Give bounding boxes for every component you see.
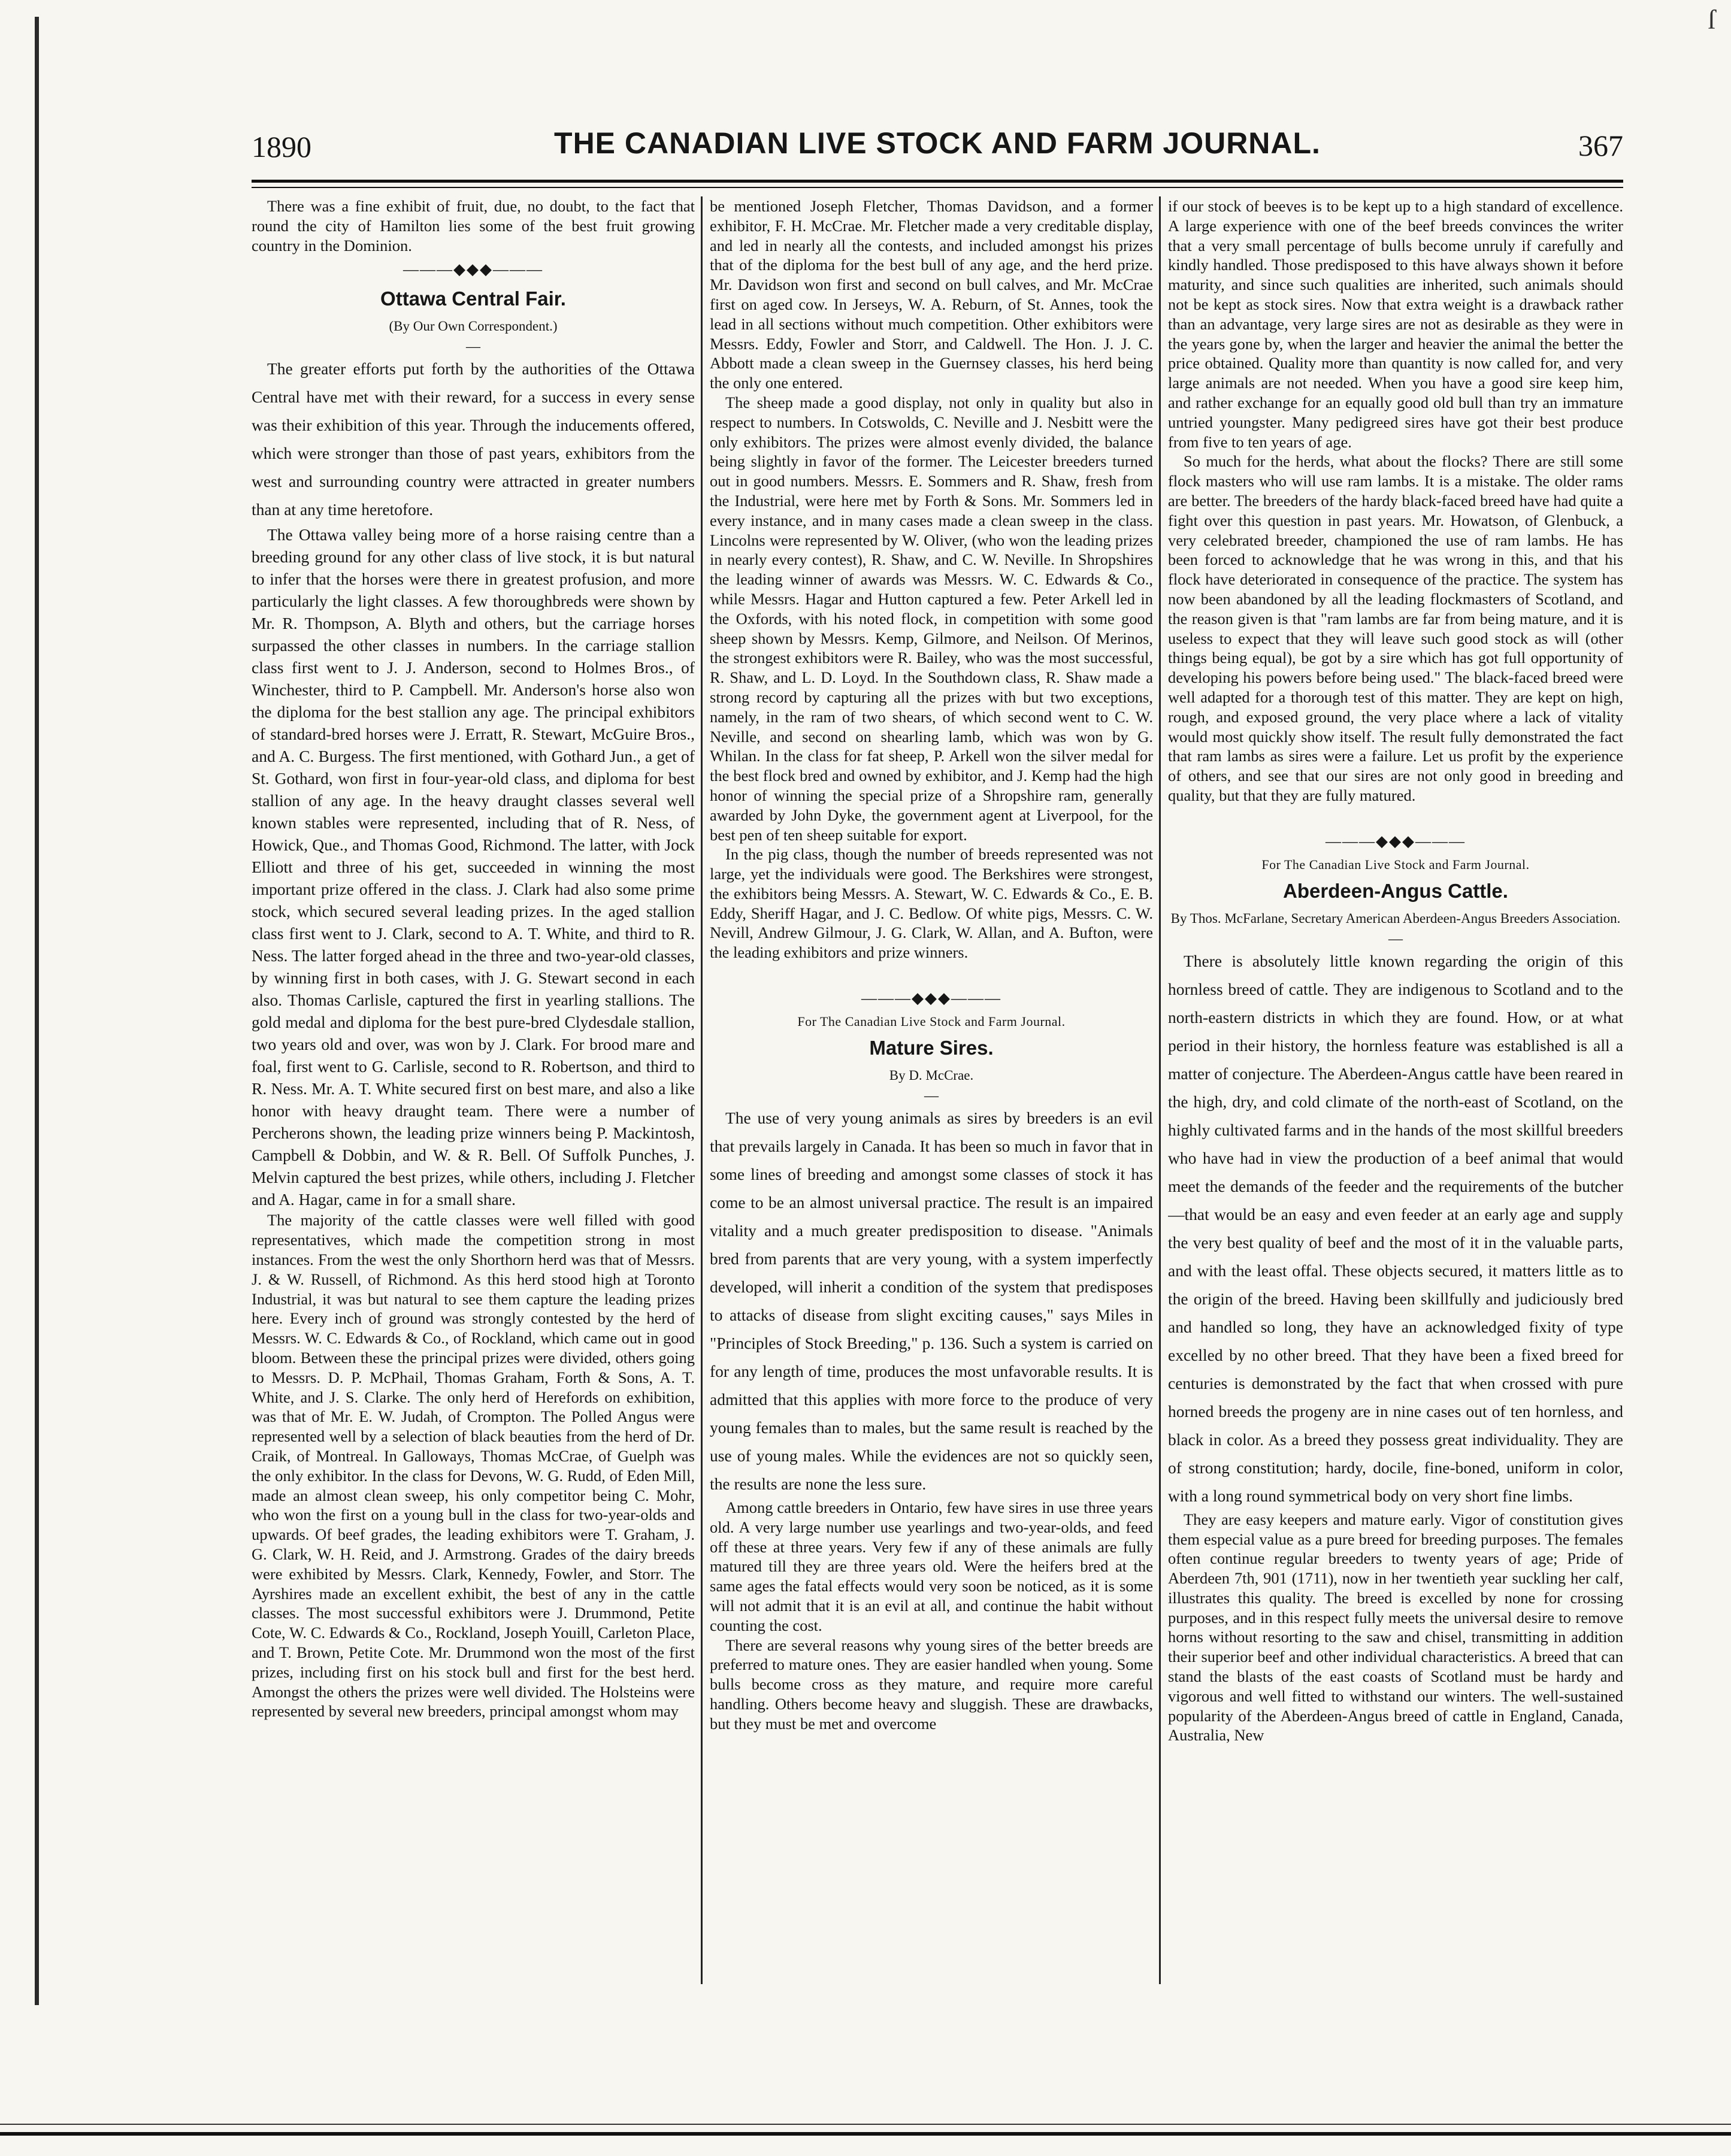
- aberdeen-paragraph-2: They are easy keepers and mature early. Vigor of constitution gives them especial value as a pure breed for breeding purposes. The females often continue regular breeders to twenty years of age; Pride of Aberdeen 7th, 901 (1711), now in her twentieth year suckling her calf, illustrates this quality. The breed is excelled by none for crossing purposes, and in this respect fully meets the universal desire to remove horns without resorting to the saw and chisel, transmitting in addition their superior beef and other individual characteristics. A breed that can stand the blasts of the east coasts of Scotland must be hardy and vigorous and well fitted to withstand our winters. The well-sustained popularity of the Aberdeen-Angus breed of cattle in England, Canada, Australia, New: [1168, 1510, 1623, 1745]
- column-divider-1: [701, 196, 703, 1984]
- mature-paragraph-1: The use of very young animals as sires by breeders is an evil that prevails largely in Canada. It has been so much in favor that in some lines of breeding and amongst some classes of stock it has come to be an almost universal practice. The result is an impaired vitality and a much greater predisposition to disease. "Animals bred from parents that are very young, with a system imperfectly developed, will inherit a condition of the system that predisposes to attacks of disease from slight exciting causes," says Miles in "Principles of Stock Breeding," p. 136. Such a system is carried on for any length of time, produces the most unfavorable results. It is admitted that this applies with more force to the produce of very young females than to males, but the same result is reached by the use of young males. While the evidences are not so quickly seen, the results are none the less sure.: [710, 1109, 1153, 1494]
- ottawa-byline: (By Our Own Correspondent.): [389, 319, 558, 334]
- binding-edge: [35, 17, 39, 2005]
- mature-paragraph-2: Among cattle breeders in Ontario, few have sires in use three years old. A very large number use yearlings and two-year-olds, and feed off these at three years. Very few if any of these animals are fully matured till they are three years old. Were the heifers bred at the same ages the fatal effects would very soon be noticed, as it is some will not admit that it is an evil at all, and continue the habit without counting the cost.: [710, 1498, 1153, 1634]
- section-ornament: ———◆◆◆———: [403, 261, 543, 278]
- bottom-edge: [0, 2132, 1731, 2136]
- section-ornament: ———◆◆◆———: [1326, 832, 1466, 850]
- mature-sires-heading: Mature Sires.: [869, 1037, 994, 1059]
- byline-dash: —: [924, 1088, 939, 1104]
- column-2: [710, 196, 1153, 1984]
- header-rule-thick: [252, 180, 1623, 183]
- page-number: 367: [1578, 129, 1623, 162]
- journal-title: THE CANADIAN LIVE STOCK AND FARM JOURNAL.: [554, 126, 1321, 160]
- flocks-paragraph: So much for the herds, what about the flocks? There are still some flock masters who will use ram lambs. It is a mistake. The older rams are better. The breeders of the hardy black-faced breed have had quite a fight over this question in past years. Mr. Howatson, of Glenbuck, a very celebrated breeder, championed the use of ram lambs. He has been forced to acknowledge that he was wrong in this, and that his flock have deteriorated in consequence of the practice. The system has now been abandoned by all the leading flockmasters of Scotland, and the reason given is that "ram lambs are far from being mature, and it is useless to expect that they will leave such good stock as will (other things being equal), be got by a sire which has got full opportunity of developing his powers before being used." The black-faced breed were well adapted for a thorough test of this matter. They are kept on high, rough, and exposed ground, the very place where a lack of vitality would most quickly show itself. The result fully demonstrated the fact that ram lambs as sires were a failure. Let us profit by the experience of others, and see that our sires are not only good in breeding and quality, but that they are fully matured.: [1168, 452, 1623, 804]
- ottawa-paragraph-1: The greater efforts put forth by the authorities of the Ottawa Central have met with their reward, for a success in every sense was their exhibition of this year. Through the inducements offered, which were stronger than those of past years, exhibitors from the west and surrounding country were attracted in greater numbers than at any time heretofore.: [252, 359, 695, 519]
- ottawa-paragraph-2: The Ottawa valley being more of a horse raising centre than a breeding ground for any other class of live stock, it is but natural to infer that the horses were there in greatest profusion, and more particularly the light classes. A few thoroughbreds were shown by Mr. R. Thompson, A. Blyth and others, but the carriage horses surpassed the other classes in numbers. In the carriage stallion class first went to J. J. Anderson, second to Holmes Bros., of Winchester, third to P. Campbell. Mr. Anderson's horse also won the diploma for the best stallion any age. The principal exhibitors of standard-bred horses were J. Erratt, R. Stewart, McGuire Bros., and A. C. Burgess. The first mentioned, with Gothard Jun., a get of St. Gothard, won first in four-year-old class, and diploma for best stallion of any age. In the heavy draught classes several well known stables were represented, including that of R. Ness, of Howick, Que., and Thomas Good, Richmond. The latter, with Jock Elliott and three of his get, succeeded in winning the most important prize offered in the class. J. Clark had also some prime stock, which secured several leading prizes. In the aged stallion class first went to J. Clark, second to A. T. White, and third to R. Ness. The latter forged ahead in the three and two-year-old classes, by winning first in both cases, with J. G. Stewart second in each also. Thomas Carlisle, captured the first in yearling stallions. The gold medal and diploma for the best pure-bred Clydesdale stallion, two years old and over, was won by J. Clark. For brood mare and foal, first went to G. Carlisle, second to R. Robertson, and third to R. Ness. Mr. A. T. White secured first on best mare, and also a like honor with heavy draught team. There were a number of Percherons shown, the leading prize winners being P. Mackintosh, Campbell & Dobbin, and W. & R. Bell. Of Suffolk Punches, J. Melvin captured the best prizes, while others, including J. Fletcher and A. Hagar, came in for a small share.: [252, 525, 695, 1209]
- sires-continuation: if our stock of beeves is to be kept up to a high standard of excellence. A large experience with one of the beef breeds convinces the writer that a very small percentage of bulls become unruly if carefully and kindly handled. Those predisposed to this have always shown it before maturity, and since such qualities are inherited, such animals should not be kept as stock sires. Now that extra weight is a drawback rather than an advantage, very large sires are not as desirable as they were in the years gone by, when the larger and heavier the animal the better the price obtained. Quality more than quantity is now called for, and very large animals are not needed. When you have a good sire keep him, and rather exchange for an equally good old bull than try an immature untried youngster. Many pedigreed sires have got their best produce from five to ten years of age.: [1168, 197, 1623, 451]
- bottom-edge-thin: [0, 2124, 1731, 2125]
- mature-kicker: For The Canadian Live Stock and Farm Journal.: [797, 1014, 1066, 1029]
- byline-dash: —: [1388, 931, 1403, 947]
- byline-dash: —: [466, 339, 480, 355]
- section-ornament: ———◆◆◆———: [861, 989, 1001, 1007]
- header-rule-thin: [252, 187, 1623, 188]
- ottawa-paragraph-3: The majority of the cattle classes were well filled with good representatives, which made the competition strong in most instances. From the west the only Shorthorn herd was that of Messrs. J. & W. Russell, of Richmond. As this herd stood high at Toronto Industrial, it was but natural to see them capture the leading prizes here. Every inch of ground was strongly contested by the herd of Messrs. W. C. Edwards & Co., of Rockland, which came out in good bloom. Between these the principal prizes were divided, others going to Messrs. D. P. McPhail, Thomas Graham, Forth & Sons, A. T. White, and J. S. Clarke. The only herd of Herefords on exhibition, was that of Mr. E. W. Judah, of Crompton. The Polled Angus were represented well by a selection of black beauties from the herd of Dr. Craik, of Montreal. In Galloways, Thomas McCrae, of Guelph was the only exhibitor. In the class for Devons, W. G. Rudd, of Eden Mill, made an almost clean sweep, his only competitor being C. Mohr, who won the first on a young bull in the class for two-year-olds and upwards. Of beef grades, the leading exhibitors were T. Graham, J. G. Clark, W. H. Reid, and J. Armstrong. Grades of the dairy breeds were exhibited by Messrs. Clark, Kennedy, Fowler, and Storr. The Ayrshires made an excellent exhibit, the best of any in the cattle classes. The most successful exhibitors were J. Drummond, Petite Cote, W. C. Edwards & Co., Rockland, Joseph Youill, Carleton Place, and T. Brown, Petite Cote. Mr. Drummond won the most of the first prizes, including first on his stock bull and first for the best herd. Amongst the others the prizes were well divided. The Holsteins were represented by several new breeders, principal amongst whom may: [252, 1211, 695, 1721]
- mature-byline: By D. McCrae.: [889, 1068, 974, 1083]
- aberdeen-byline: By Thos. McFarlane, Secretary American Aberdeen-Angus Breeders Association.: [1170, 910, 1621, 926]
- aberdeen-heading: Aberdeen-Angus Cattle.: [1283, 879, 1508, 902]
- column-3: [1168, 196, 1623, 1984]
- sheep-paragraph: The sheep made a good display, not only in quality but also in respect to numbers. In Cotswolds, C. Neville and J. Nesbitt were the only exhibitors. The prizes were almost evenly divided, the balance being slightly in favor of the former. The Leicester breeders turned out in good numbers. Messrs. E. Sommers and R. Shaw, fresh from the Industrial, were here met by Forth & Sons. Mr. Sommers led in every instance, and in many cases made a clean sweep in the class. Lincolns were represented by W. Oliver, (who won the leading prizes in nearly every contest), R. Shaw, and C. W. Neville. In Shropshires the leading winner of awards was Messrs. W. C. Edwards & Co., while Messrs. Hagar and Hutton captured a few. Peter Arkell led in the Oxfords, with his noted flock, in competition with some good sheep shown by Messrs. Kemp, Gilmore, and Neilson. Of Merinos, the strongest exhibitors were R. Bailey, who was the most successful, R. Shaw, and L. D. Loyd. In the Southdown class, R. Shaw made a strong record by capturing all the prizes with but two exceptions, namely, in the ram of two shears, of which second went to C. W. Neville, and second on shearling lamb, which was won by G. Whilan. In the class for fat sheep, P. Arkell won the silver medal for the best flock bred and owned by exhibitor, and J. Kemp had the high honor of winning the special prize of a Shropshire ram, generally awarded by John Dyke, the government agent at Liverpool, for the best pen of ten sheep suitable for export.: [710, 393, 1153, 844]
- header-year: 1890: [252, 130, 311, 163]
- aberdeen-paragraph-1: There is absolutely little known regarding the origin of this hornless breed of cattle. They are indigenous to Scotland and to the north-eastern districts in which they are found. How, or at what period in their history, the hornless feature was established is all a matter of conjecture. The Aberdeen-Angus cattle have been reared in the high, dry, and cold climate of the north-east of Scotland, on the highly cultivated farms and in the hands of the most skillful breeders who have had in view the production of a beef animal that would meet the demands of the feeder and the requirements of the butcher—that would be an easy and even feeder at an early age and supply the very best quality of beef and the most of it in the valuable parts, and with the least offal. These objects secured, it matters little as to the origin of the breed. Having been skillfully and judiciously bred and handled so long, they have an acknowledged fixity of type excelled by no other breed. That they have been a fixed breed for centuries is demonstrated by the fact that when crossed with pure horned breeds the progeny are in nine cases out of ten hornless, and black in color. As a breed they possess great individuality. They are of strong constitution; hardy, docile, fine-boned, uniform in color, with a long round symmetrical body on very short fine limbs.: [1168, 951, 1623, 1505]
- pig-paragraph: In the pig class, though the number of breeds represented was not large, yet the individuals were good. The Berkshires were strongest, the exhibitors being Messrs. A. Stewart, W. C. Edwards & Co., E. B. Eddy, Sheriff Hagar, and J. C. Bedlow. Of white pigs, Messrs. C. W. Nevill, Andrew Gilmour, J. G. Clark, W. Allan, and A. Bufton, were the leading exhibitors and prize winners.: [710, 845, 1153, 962]
- mature-paragraph-3: There are several reasons why young sires of the better breeds are preferred to mature ones. They are easier handled when young. Some bulls become cross as they mature, and require more careful handling. Others become heavy and sluggish. These are drawbacks, but they must be met and overcome: [710, 1636, 1153, 1733]
- ottawa-heading: Ottawa Central Fair.: [380, 287, 566, 310]
- fruit-paragraph: There was a fine exhibit of fruit, due, no doubt, to the fact that round the city of Hamilton lies some of the best fruit growing country in the Dominion.: [252, 197, 695, 255]
- aberdeen-kicker: For The Canadian Live Stock and Farm Journal.: [1261, 856, 1530, 872]
- column-1: [252, 196, 695, 1984]
- page-header: [252, 126, 1623, 162]
- column-divider-2: [1159, 196, 1161, 1984]
- holstein-continuation: be mentioned Joseph Fletcher, Thomas Davidson, and a former exhibitor, F. H. McCrae. Mr. Fletcher made a very creditable display, and led in nearly all the contests, and included amongst his prizes that of the diploma for the best bull of any age, and the herd prize. Mr. Davidson won first and second on bull calves, and Mr. McCrae first on aged cow. In Jerseys, W. A. Reburn, of St. Annes, took the lead in all sections without much competition. Other exhibitors were Messrs. Eddy, Fowler and Storr, and Caldwell. The Hon. J. J. C. Abbott made a clean sweep in the Guernsey classes, his herd being the only one entered.: [710, 197, 1153, 392]
- corner-mark: ſ: [1708, 4, 1715, 35]
